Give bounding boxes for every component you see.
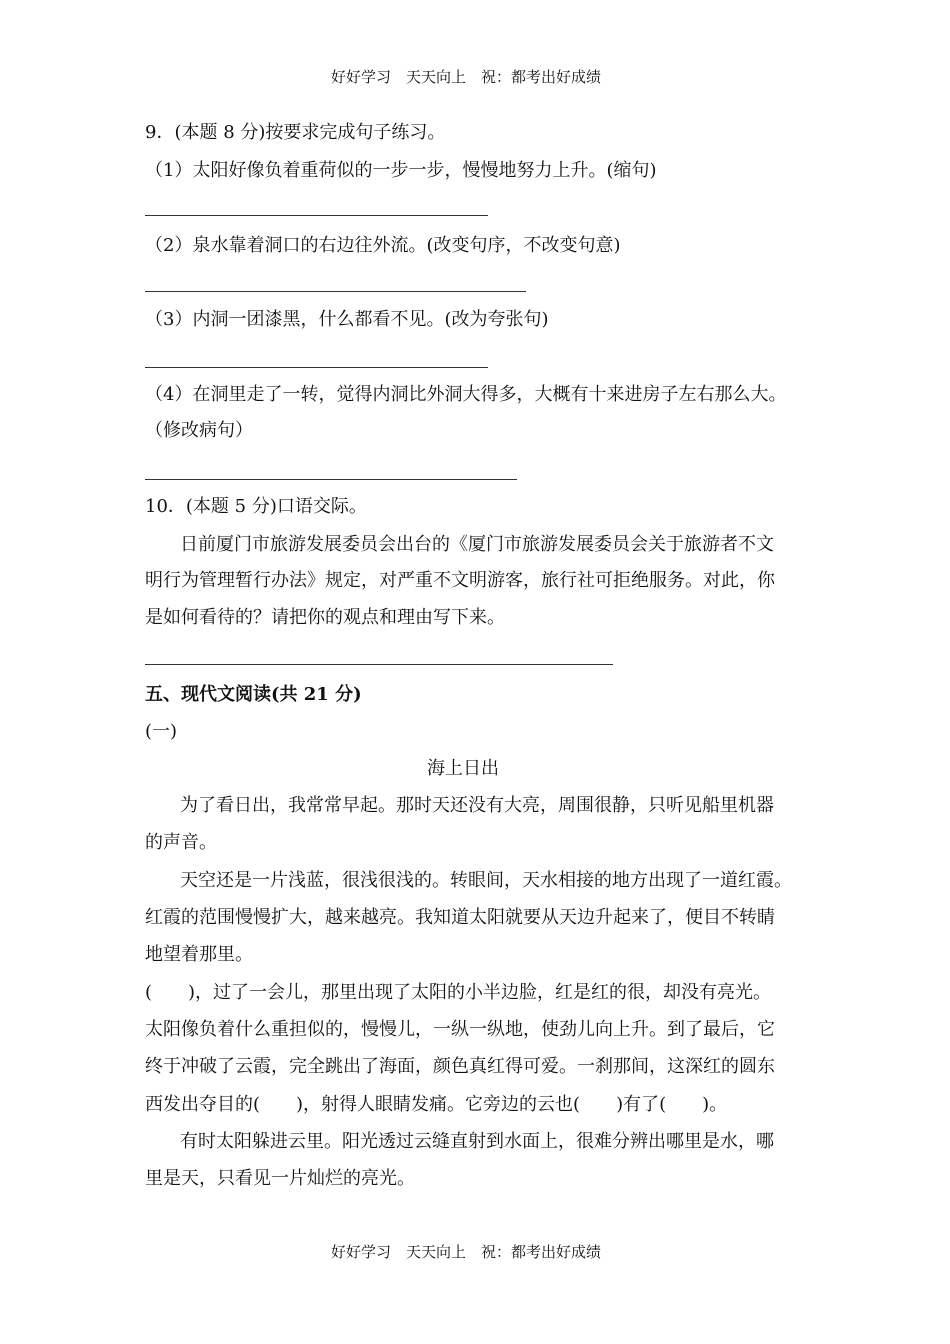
question-9-item-2: （2）泉水靠着洞口的右边往外流。(改变句序，不改变句意) bbox=[145, 235, 621, 256]
passage-title: 海上日出 bbox=[427, 758, 499, 779]
question-10-title: 10．(本题 5 分)口语交际。 bbox=[145, 496, 367, 517]
answer-line-9-3 bbox=[145, 367, 488, 368]
question-9-item-4-cont: （修改病句） bbox=[145, 420, 253, 441]
page-footer: 好好学习 天天向上 祝：都考出好成绩 bbox=[331, 1243, 602, 1261]
passage-line-5: 地望着那里。 bbox=[145, 944, 253, 965]
passage-line-11: 里是天，只看见一片灿烂的亮光。 bbox=[145, 1168, 415, 1189]
question-10-line-3: 是如何看待的？请把你的观点和理由写下来。 bbox=[145, 607, 505, 628]
passage-line-4: 红霞的范围慢慢扩大，越来越亮。我知道太阳就要从天边升起来了，便目不转睛 bbox=[145, 907, 775, 928]
answer-line-9-2 bbox=[145, 291, 526, 292]
passage-line-10: 有时太阳躲进云里。阳光透过云缝直射到水面上，很难分辨出哪里是水，哪 bbox=[180, 1131, 774, 1152]
passage-line-1: 为了看日出，我常常早起。那时天还没有大亮，周围很静，只听见船里机器 bbox=[180, 795, 774, 816]
section-5-part-label: (一) bbox=[145, 721, 178, 742]
answer-line-9-1 bbox=[145, 215, 488, 216]
passage-line-7: 太阳像负着什么重担似的，慢慢儿，一纵一纵地，使劲儿向上升。到了最后，它 bbox=[145, 1019, 775, 1040]
passage-line-6: ( )，过了一会儿，那里出现了太阳的小半边脸，红是红的很，却没有亮光。 bbox=[145, 982, 772, 1003]
passage-line-8: 终于冲破了云霞，完全跳出了海面，颜色真红得可爱。一刹那间，这深红的圆东 bbox=[145, 1056, 775, 1077]
question-9-item-4: （4）在洞里走了一转，觉得内洞比外洞大得多，大概有十来进房子左右那么大。 bbox=[145, 384, 787, 405]
section-5-title: 五、现代文阅读(共 21 分) bbox=[145, 684, 362, 705]
question-9-title: 9．(本题 8 分)按要求完成句子练习。 bbox=[145, 122, 446, 143]
question-10-line-1: 日前厦门市旅游发展委员会出台的《厦门市旅游发展委员会关于旅游者不文 bbox=[180, 534, 774, 555]
question-10-line-2: 明行为管理暂行办法》规定，对严重不文明游客，旅行社可拒绝服务。对此，你 bbox=[145, 570, 775, 591]
question-9-item-3: （3）内洞一团漆黑，什么都看不见。(改为夸张句) bbox=[145, 309, 549, 330]
answer-line-10 bbox=[145, 664, 613, 665]
passage-line-9: 西发出夺目的( )，射得人眼睛发痛。它旁边的云也( )有了( )。 bbox=[145, 1094, 728, 1115]
answer-line-9-4 bbox=[145, 479, 517, 480]
page-header: 好好学习 天天向上 祝：都考出好成绩 bbox=[331, 68, 602, 86]
passage-line-2: 的声音。 bbox=[145, 832, 217, 853]
passage-line-3: 天空还是一片浅蓝，很浅很浅的。转眼间，天水相接的地方出现了一道红霞。 bbox=[180, 870, 792, 891]
question-9-item-1: （1）太阳好像负着重荷似的一步一步，慢慢地努力上升。(缩句) bbox=[145, 160, 657, 181]
